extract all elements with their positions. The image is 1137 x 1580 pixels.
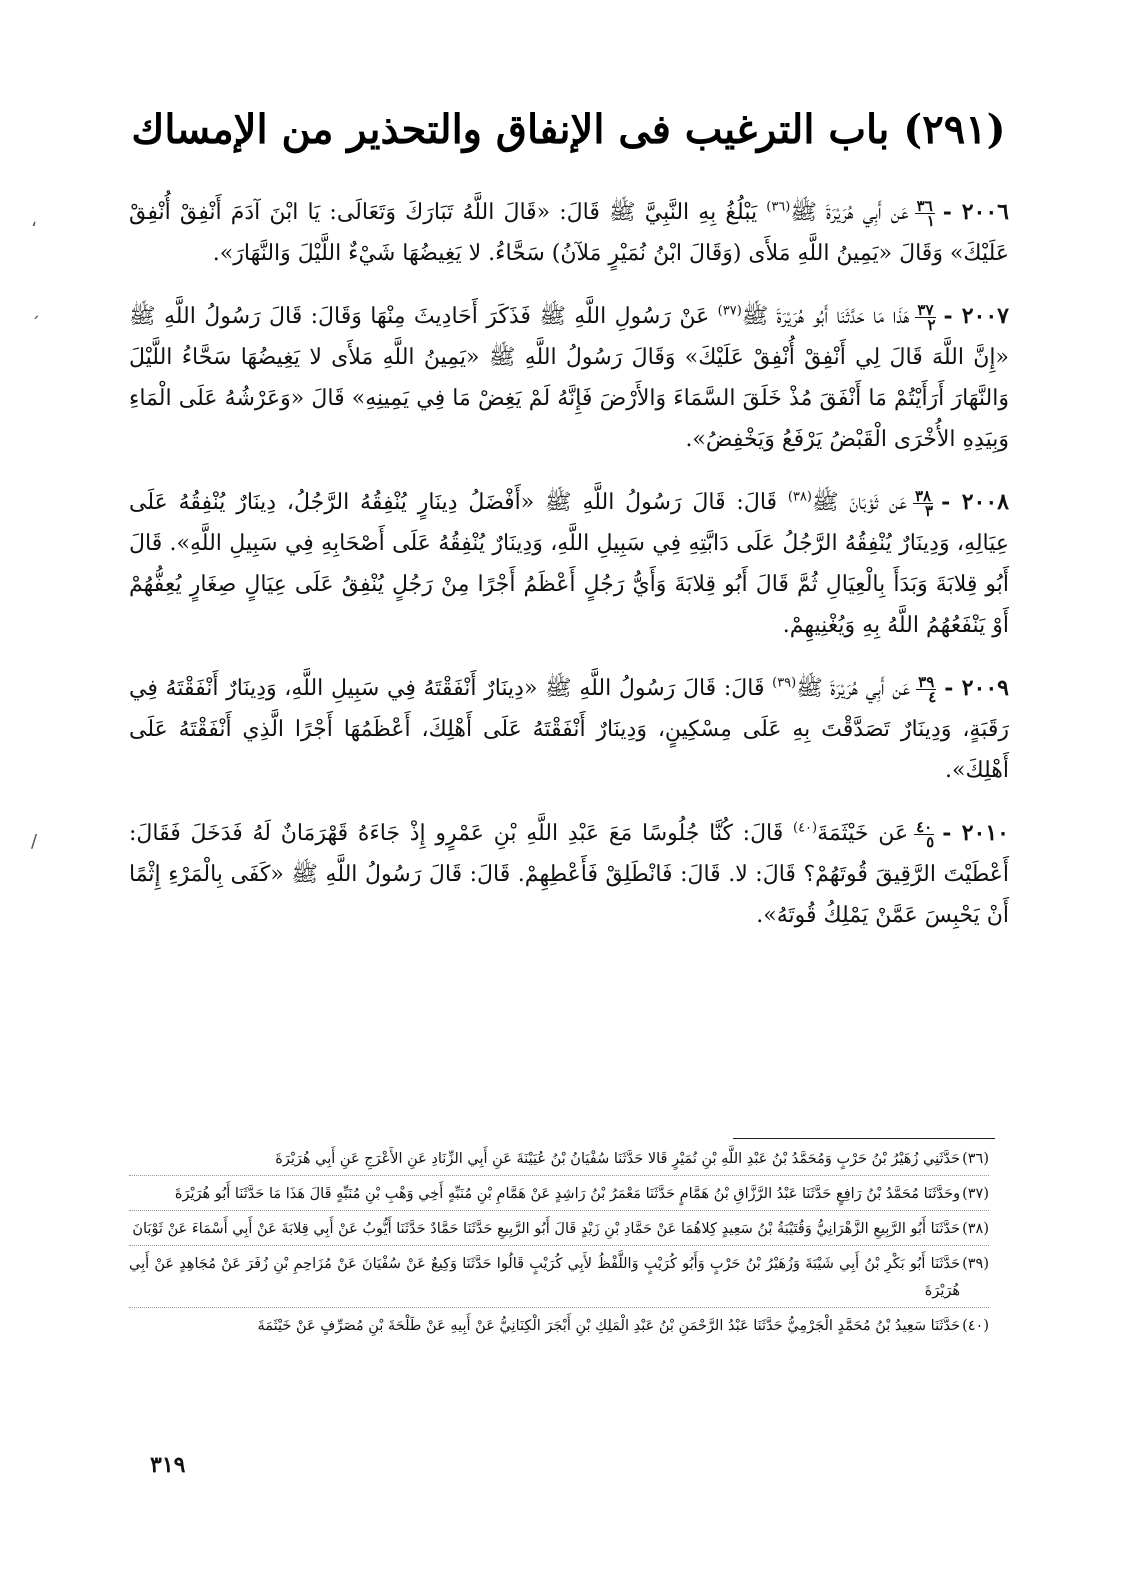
hadith-sub-number: ٣٨ ٣ bbox=[914, 486, 934, 520]
hadith-2007 bbox=[31, 296, 1009, 460]
footnote-text: حَدَّثَنَا أَبُو الرَّبِيعِ الزَّهْرَانِيُّ وَقُتَيْبَةُ بْنُ سَعِيدٍ كِلاهُمَا عَنْ حَمَّادِ بْنِ زَيْدٍ قَالَ أَبُو الرَّبِيعِ حَدَّثَنَا حَمَّادٌ حَدَّثَنَا أَيُّوبُ عَنْ أَبِي قِلابَةَ عَنْ أَبِي أَسْمَاءَ عَنْ ثَوْبَانَ bbox=[132, 1221, 961, 1237]
footnote-divider bbox=[733, 1138, 995, 1139]
hadith-text: قَالَ: كُنَّا جُلُوسًا مَعَ عَبْدِ اللَّهِ بْنِ عَمْرٍو إِذْ جَاءَهُ قَهْرَمَانٌ لَهُ فَدَخَلَ فَقَالَ: أَعْطَيْتَ الرَّقِيقَ قُوتَهُمْ؟ قَالَ: لا. قَالَ: فَانْطَلِقْ فَأَعْطِهِمْ. قَالَ: قَالَ رَسُولُ اللَّهِ ﷺ «كَفَى بِالْمَرْءِ إِثْمًا أَنْ يَحْبِسَ عَمَّنْ يَمْلِكُ قُوتَهُ». bbox=[129, 821, 1009, 928]
hadith-isnad: هَذَا مَا حَدَّثَنَا أَبُو هُرَيْرَةَ ﷺ bbox=[741, 304, 910, 329]
hadith-2010 bbox=[31, 813, 1009, 936]
hadith-sub-number: ٣٧ ٢ bbox=[917, 300, 936, 334]
hadith-list bbox=[31, 192, 1009, 958]
margin-mark: ˊ bbox=[31, 314, 40, 335]
hadith-sub-number: ٤٠ ٥ bbox=[916, 817, 935, 851]
footnote-40 bbox=[129, 1313, 989, 1342]
hadith-text: قَالَ: قَالَ رَسُولُ اللَّهِ ﷺ «أَفْضَلُ دِينَارٍ يُنْفِقُهُ الرَّجُلُ، دِينَارٌ يُنْفِقُهُ عَلَى عِيَالِهِ، وَدِينَارٌ يُنْفِقُهُ الرَّجُلُ عَلَى دَابَّتِهِ فِي سَبِيلِ اللَّهِ، وَدِينَارٌ يُنْفِقُهُ عَلَى أَصْحَابِهِ فِي سَبِيلِ اللَّهِ». قَالَ أَبُو قِلابَةَ وَبَدَأَ بِالْعِيَالِ ثُمَّ قَالَ أَبُو قِلابَةَ وَأَيُّ رَجُلٍ أَعْظَمُ أَجْرًا مِنْ رَجُلٍ يُنْفِقُ عَلَى عِيَالٍ صِغَارٍ يُعِفُّهُمْ أَوْ يَنْفَعُهُمُ اللَّهُ بِهِ وَيُغْنِيهِمْ. bbox=[129, 490, 1009, 638]
hadith-text: عَنْ رَسُولِ اللَّهِ ﷺ فَذَكَرَ أَحَادِيثَ مِنْهَا وَقَالَ: قَالَ رَسُولُ اللَّهِ ﷺ «إِنَّ اللَّهَ قَالَ لِي أَنْفِقْ أُنْفِقْ عَلَيْكَ» وَقَالَ رَسُولُ اللَّهِ ﷺ «يَمِينُ اللَّهِ مَلأَى لا يَغِيضُهَا سَحَّاءُ اللَّيْلَ وَالنَّهَارَ أَرَأَيْتُمْ مَا أَنْفَقَ مُذْ خَلَقَ السَّمَاءَ وَالأَرْضَ فَإِنَّهُ لَمْ يَغِضْ مَا فِي يَمِينِهِ» قَالَ «وَعَرْشُهُ عَلَى الْمَاءِ وَبِيَدِهِ الأُخْرَى الْقَبْضُ يَرْفَعُ وَيَخْفِضُ». bbox=[129, 304, 1009, 452]
hadith-sub-number: ٣٦ ١ bbox=[916, 196, 935, 230]
hadith-isnad: عَن أَبِي هُرَيْرَةَ ﷺ bbox=[790, 200, 909, 225]
footnote-text: حَدَّثَنِي زُهَيْرُ بْنُ حَرْبٍ وَمُحَمَّدُ بْنُ عَبْدِ اللَّهِ بْنِ نُمَيْرٍ قَالا حَدَّثَنَا سُفْيَانُ بْنُ عُيَيْنَةَ عَنِ أَبِي الزِّنَادِ عَنِ الأَعْرَجِ عَنِ أَبِي هُرَيْرَةَ bbox=[275, 1151, 961, 1167]
footnote-ref: (٤٠) bbox=[792, 820, 818, 836]
hadith-text: يَبْلُغُ بِهِ النَّبِيَّ ﷺ قَالَ: «قَالَ اللَّهُ تَبَارَكَ وَتَعَالَى: يَا ابْنَ آدَمَ أَنْفِقْ أُنْفِقْ عَلَيْكَ» وَقَالَ «يَمِينُ اللَّهِ مَلأَى (وَقَالَ ابْنُ نُمَيْرٍ مَلآنُ) سَحَّاءُ. لا يَغِيضُهَا شَيْءٌ اللَّيْلَ وَالنَّهَارَ». bbox=[129, 200, 1009, 266]
footnote-38 bbox=[129, 1216, 989, 1246]
footnote-number: (٣٧) bbox=[962, 1186, 989, 1202]
page-number: ٣١٩ bbox=[150, 1452, 186, 1478]
hadith-sub-number: ٣٩ ٤ bbox=[918, 672, 937, 706]
footnote-number: (٣٩) bbox=[962, 1256, 989, 1272]
margin-mark: ، bbox=[31, 210, 37, 231]
hadith-number: ٢٠٠٧ - bbox=[943, 303, 1009, 329]
hadith-number: ٢٠٠٨ - bbox=[941, 489, 1009, 515]
hadith-isnad: عَن أَبِي هُرَيْرَةَ ﷺ bbox=[796, 676, 911, 701]
hadith-2009 bbox=[129, 668, 1009, 791]
hadith-2008 bbox=[129, 482, 1009, 646]
hadith-number: ٢٠١٠ - bbox=[942, 820, 1009, 846]
footnote-39 bbox=[129, 1251, 989, 1308]
footnote-number: (٤٠) bbox=[962, 1318, 989, 1334]
footnote-text: وحَدَّثَنَا مُحَمَّدُ بْنُ رَافِعٍ حَدَّثَنَا عَبْدُ الرَّزَّاقِ بْنُ هَمَّامٍ حَدَّثَنَا مَعْمَرُ بْنُ رَاشِدٍ عَنْ هَمَّامِ بْنِ مُنَبِّهٍ أَخِي وَهْبِ بْنِ مُنَبِّهٍ قَالَ هَذَا مَا حَدَّثَنَا أَبُو هُرَيْرَةَ bbox=[174, 1186, 961, 1202]
hadith-number: ٢٠٠٦ - bbox=[942, 199, 1009, 225]
footnote-36 bbox=[129, 1146, 989, 1176]
footnote-text: حَدَّثَنَا أَبُو بَكْرِ بْنُ أَبِي شَيْبَةَ وَزُهَيْرُ بْنُ حَرْبٍ وَأَبُو كُرَيْبٍ وَاللَّفْظُ لأَبِي كُرَيْبٍ قَالُوا حَدَّثَنَا وَكِيعٌ عَنْ سُفْيَانَ عَنْ مُزَاحِمِ بْنِ زُفَرَ عَنْ مُجَاهِدٍ عَنْ أَبِي هُرَيْرَةَ bbox=[129, 1256, 961, 1299]
footnote-text: حَدَّثَنَا سَعِيدُ بْنُ مُحَمَّدٍ الْجَرْمِيُّ حَدَّثَنَا عَبْدُ الرَّحْمَنِ بْنُ عَبْدِ الْمَلِكِ بْنِ أَبْجَرَ الْكِنَانِيُّ عَنْ أَبِيهِ عَنْ طَلْحَةَ بْنِ مُصَرِّفٍ عَنْ خَيْثَمَةَ bbox=[257, 1318, 961, 1334]
chapter-title: (٢٩١) باب الترغيب فى الإنفاق والتحذير من الإمساك bbox=[131, 106, 1006, 153]
margin-mark: / bbox=[31, 831, 38, 852]
footnote-ref: (٣٩) bbox=[772, 675, 797, 691]
hadith-2006 bbox=[31, 192, 1009, 274]
footnote-37 bbox=[129, 1181, 989, 1211]
hadith-number: ٢٠٠٩ - bbox=[944, 675, 1009, 701]
footnote-ref: (٣٧) bbox=[717, 303, 742, 319]
footnote-ref: (٣٦) bbox=[766, 199, 791, 215]
footnotes bbox=[129, 1146, 989, 1347]
footnote-ref: (٣٨) bbox=[787, 489, 812, 505]
hadith-text: قَالَ: قَالَ رَسُولُ اللَّهِ ﷺ «دِينَارٌ أَنْفَقْتَهُ فِي سَبِيلِ اللَّهِ، وَدِينَارٌ أَنْفَقْتَهُ فِي رَقَبَةٍ، وَدِينَارٌ تَصَدَّقْتَ بِهِ عَلَى مِسْكِينٍ، وَدِينَارٌ أَنْفَقْتَهُ عَلَى أَهْلِكَ، أَعْظَمُهَا أَجْرًا الَّذِي أَنْفَقْتَهُ عَلَى أَهْلِكَ». bbox=[129, 676, 1009, 783]
footnote-number: (٣٦) bbox=[962, 1151, 989, 1167]
footnote-number: (٣٨) bbox=[962, 1221, 989, 1237]
hadith-isnad: عَن خَيْثَمَةَ bbox=[817, 821, 909, 846]
hadith-isnad: عَن ثَوْبَانَ ﷺ bbox=[812, 490, 907, 515]
